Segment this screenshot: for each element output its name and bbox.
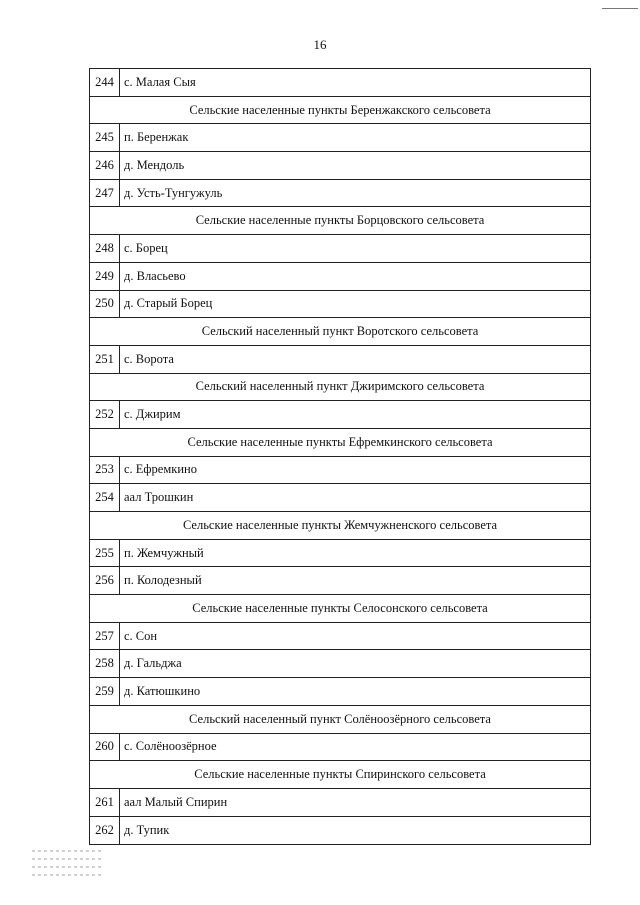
- table-row: [90, 346, 590, 374]
- table-row: [90, 291, 590, 319]
- table-row: [90, 623, 590, 651]
- row-number: 247: [90, 180, 120, 207]
- settlement-name: д. Власьево: [124, 268, 186, 283]
- table-row: [90, 263, 590, 291]
- faded-stamp: [32, 850, 102, 892]
- section-header-title: Сельские населенные пункты Борцовского сельсовета: [195, 213, 485, 228]
- settlement-name: аал Малый Спирин: [124, 794, 228, 809]
- section-header-title: Сельские населенные пункты Селосонского сельсовета: [192, 600, 488, 615]
- section-header-row: [90, 97, 590, 125]
- settlement-name: с. Сон: [124, 628, 158, 643]
- table-row: [90, 180, 590, 208]
- section-header-title: Сельский населенный пункт Джиримского сельсовета: [195, 379, 485, 394]
- section-header-row: [90, 318, 590, 346]
- row-number: 244: [90, 69, 120, 96]
- corner-mark: [602, 8, 638, 9]
- row-number: 245: [90, 124, 120, 151]
- settlement-name: п. Жемчужный: [124, 545, 204, 560]
- table-row: [90, 650, 590, 678]
- row-number: 257: [90, 623, 120, 650]
- section-header-row: [90, 374, 590, 402]
- row-number: 252: [90, 401, 120, 428]
- section-header-row: [90, 512, 590, 540]
- settlement-name: п. Беренжак: [124, 130, 189, 145]
- section-header-title: Сельские населенные пункты Ефремкинского сельсовета: [187, 434, 493, 449]
- settlement-name: д. Старый Борец: [124, 296, 213, 311]
- settlement-name: д. Катюшкино: [124, 683, 201, 698]
- settlement-name: с. Борец: [124, 240, 168, 255]
- settlement-name: д. Гальджа: [124, 656, 182, 671]
- table-row: [90, 152, 590, 180]
- section-header-title: Сельские населенные пункты Спиринского сельсовета: [194, 767, 486, 782]
- settlement-name: с. Ворота: [124, 351, 174, 366]
- table-row: [90, 69, 590, 97]
- settlement-name: с. Солёноозёрное: [124, 739, 217, 754]
- row-number: 246: [90, 152, 120, 179]
- section-header-row: [90, 761, 590, 789]
- row-number: 262: [90, 817, 120, 845]
- settlement-name: д. Тупик: [124, 822, 170, 837]
- settlement-name: д. Усть-Тунгужуль: [124, 185, 223, 200]
- section-header-title: Сельские населенные пункты Жемчужненского сельсовета: [182, 517, 498, 532]
- row-number: 255: [90, 540, 120, 567]
- row-number: 258: [90, 650, 120, 677]
- row-number: 260: [90, 734, 120, 761]
- row-number: 254: [90, 484, 120, 511]
- settlement-name: с. Малая Сыя: [124, 74, 196, 89]
- row-number: 261: [90, 789, 120, 816]
- row-number: 253: [90, 457, 120, 484]
- row-number: 249: [90, 263, 120, 290]
- table-row: [90, 540, 590, 568]
- table-row: [90, 789, 590, 817]
- row-number: 250: [90, 291, 120, 318]
- table-row: [90, 484, 590, 512]
- table-row: [90, 401, 590, 429]
- table-row: [90, 235, 590, 263]
- row-number: 256: [90, 567, 120, 594]
- settlement-name: с. Ефремкино: [124, 462, 197, 477]
- section-header-row: [90, 207, 590, 235]
- row-number: 251: [90, 346, 120, 373]
- settlement-name: аал Трошкин: [124, 490, 194, 505]
- table-row: [90, 567, 590, 595]
- settlement-name: д. Мендоль: [124, 157, 185, 172]
- section-header-row: [90, 595, 590, 623]
- page-number: 16: [313, 37, 327, 52]
- row-number: 248: [90, 235, 120, 262]
- settlement-name: с. Джирим: [124, 407, 181, 422]
- section-header-row: [90, 429, 590, 457]
- section-header-title: Сельский населенный пункт Воротского сельсовета: [201, 324, 479, 339]
- settlements-table: [89, 68, 591, 845]
- table-row: [90, 734, 590, 762]
- row-number: 259: [90, 678, 120, 705]
- section-header-row: [90, 706, 590, 734]
- section-header-title: Сельские населенные пункты Беренжакского сельсовета: [189, 102, 491, 117]
- table-row: [90, 678, 590, 706]
- table-row: [90, 817, 590, 845]
- settlement-name: п. Колодезный: [124, 573, 202, 588]
- table-row: [90, 124, 590, 152]
- section-header-title: Сельский населенный пункт Солёноозёрного сельсовета: [189, 711, 491, 726]
- table-row: [90, 457, 590, 485]
